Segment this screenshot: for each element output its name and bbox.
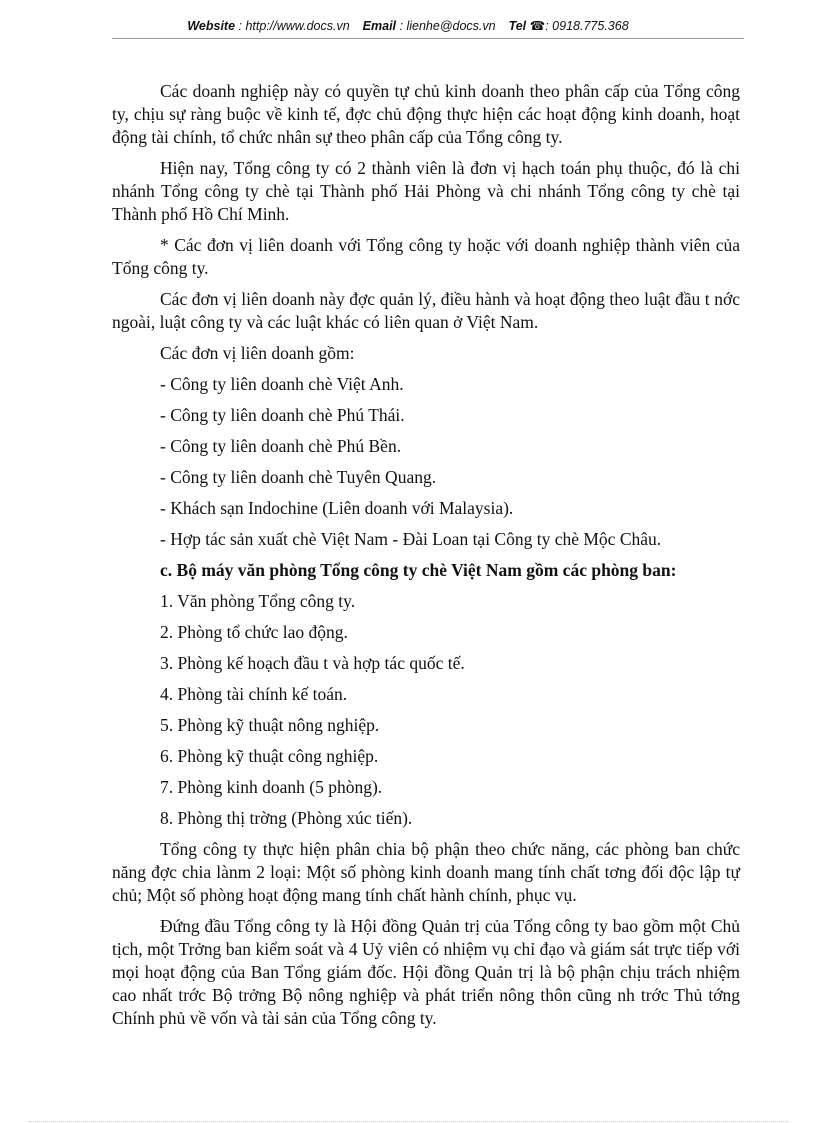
list-item: - Công ty liên doanh chè Phú Bền. — [160, 436, 402, 456]
paragraph-joint-venture-law: Các đơn vị liên doanh này đợc quản lý, điều hành và hoạt động theo luật đầu t nớc ngoài, luật công ty và các luật khác có liên quan ở Việt Nam. — [112, 289, 740, 332]
list-item: 3. Phòng kế hoạch đầu t và hợp tác quốc tế. — [160, 653, 465, 673]
website-label: Website — [187, 19, 236, 33]
joint-venture-list — [112, 373, 740, 551]
paragraph-autonomy: Các doanh nghiệp này có quyền tự chủ kinh doanh theo phân cấp của Tổng công ty, chịu sự ràng buộc về kinh tế, đợc chủ động thực hiện các hoạt động kinh doanh, hoạt động tài chính, tổ chức nhân sự theo phân cấp của Tổng công ty. — [112, 81, 740, 147]
list-item: 7. Phòng kinh doanh (5 phòng). — [160, 777, 383, 797]
list-item: 6. Phòng kỹ thuật công nghiệp. — [160, 746, 379, 766]
section-c-heading: c. Bộ máy văn phòng Tổng công ty chè Việt Nam gồm các phòng ban: — [160, 560, 677, 580]
paragraph-functional-division: Tổng công ty thực hiện phân chia bộ phận theo chức năng, các phòng ban chức năng đợc chia lànm 2 loại: Một số phòng kinh doanh mang tính chất tơng đối độc lập tự chủ; Một số phòng hoạt động mang tính chất hành chính, phục vụ. — [112, 839, 740, 905]
joint-venture-intro: Các đơn vị liên doanh gồm: — [160, 343, 355, 363]
paragraph-board-of-directors: Đứng đầu Tổng công ty là Hội đồng Quản trị của Tổng công ty bao gồm một Chủ tịch, một Trởng ban kiểm soát và 4 Uỷ viên có nhiệm vụ chỉ đạo và giám sát trực tiếp với mọi hoạt động của Ban Tổng giám đốc. Hội đồng Quản trị là bộ phận chịu trách nhiệm cao nhất trớc Bộ trởng Bộ nông nghiệp và phát triển nông thôn cũng nh trớc Thủ tớng Chính phủ về vốn và tài sản của Tổng công ty. — [112, 916, 740, 1028]
department-list — [112, 590, 740, 830]
list-item: - Công ty liên doanh chè Việt Anh. — [160, 374, 404, 394]
tel-label: Tel — [508, 19, 527, 33]
list-item: 8. Phòng thị trờng (Phòng xúc tiến). — [160, 808, 413, 828]
list-item: 4. Phòng tài chính kế toán. — [160, 684, 348, 704]
list-item: 2. Phòng tổ chức lao động. — [160, 622, 348, 642]
paragraph-joint-venture-units: * Các đơn vị liên doanh với Tổng công ty hoặc với doanh nghiệp thành viên của Tổng công ty. — [112, 235, 740, 278]
list-item: 1. Văn phòng Tổng công ty. — [160, 591, 356, 611]
footer-divider — [28, 1121, 788, 1122]
list-item: - Công ty liên doanh chè Tuyên Quang. — [160, 467, 437, 487]
list-item: - Công ty liên doanh chè Phú Thái. — [160, 405, 405, 425]
header-divider — [112, 38, 744, 39]
document-body — [112, 80, 740, 1038]
tel-number: : 0918.775.368 — [545, 19, 629, 33]
page-header — [0, 18, 816, 33]
list-item: - Khách sạn Indochine (Liên doanh với Malaysia). — [160, 498, 514, 518]
list-item: 5. Phòng kỹ thuật nông nghiệp. — [160, 715, 380, 735]
email-address[interactable]: : lienhe@docs.vn — [399, 19, 496, 33]
paragraph-members: Hiện nay, Tổng công ty có 2 thành viên là đơn vị hạch toán phụ thuộc, đó là chi nhánh Tổng công ty chè tại Thành phố Hải Phòng và chi nhánh Tổng công ty chè tại Thành phố Hồ Chí Minh. — [112, 158, 740, 224]
email-label: Email — [362, 19, 397, 33]
list-item: - Hợp tác sản xuất chè Việt Nam - Đài Loan tại Công ty chè Mộc Châu. — [160, 529, 662, 549]
phone-icon: ☎ — [529, 19, 546, 33]
website-url[interactable]: : http://www.docs.vn — [238, 19, 350, 33]
